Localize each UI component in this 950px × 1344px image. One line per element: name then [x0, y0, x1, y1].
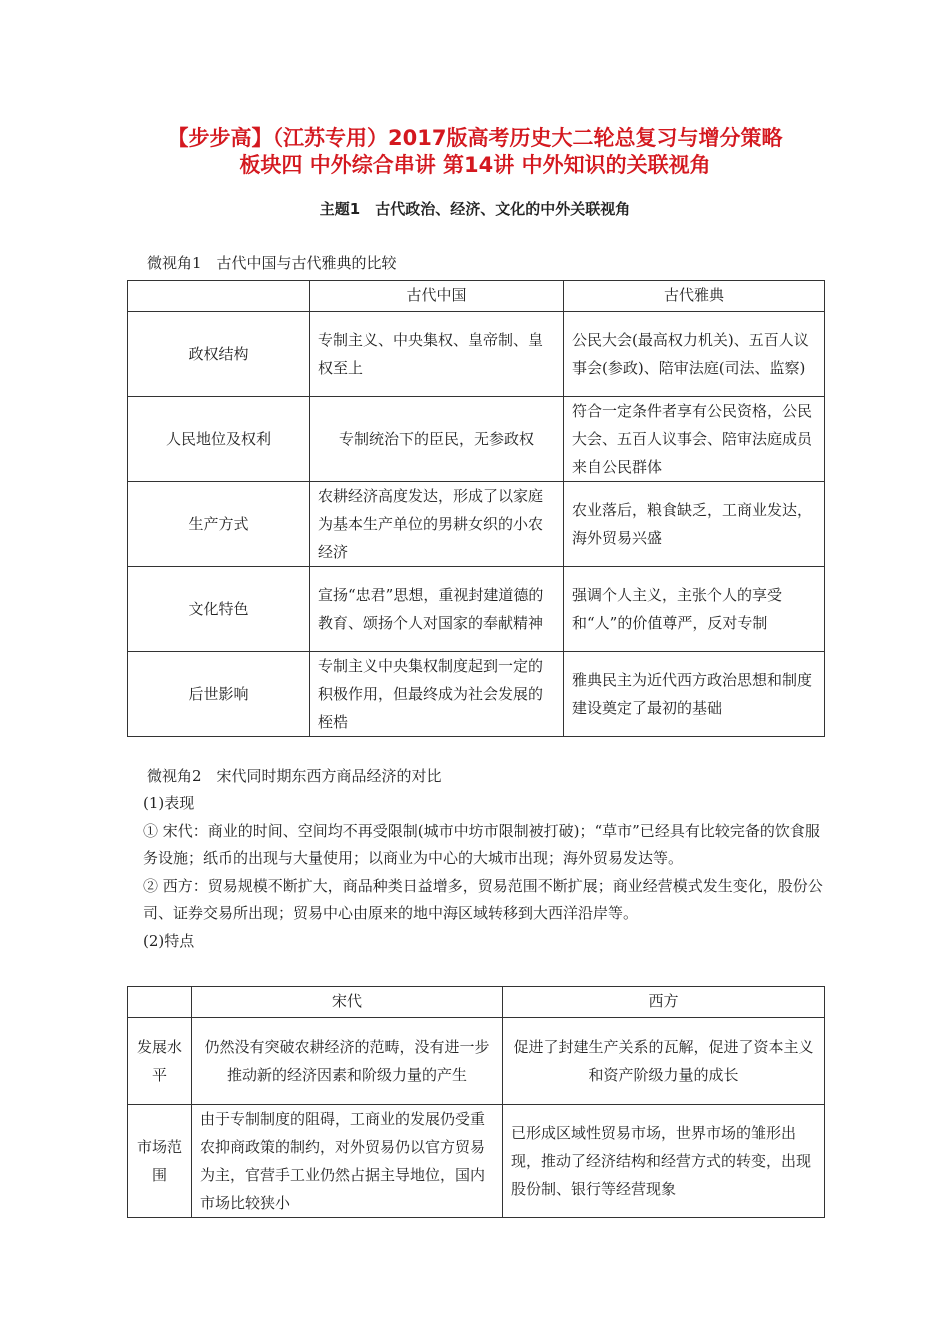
- athens-cell: 强调个人主义，主张个人的享受和“人”的价值尊严，反对专制: [564, 567, 825, 652]
- paragraph: ② 西方：贸易规模不断扩大，商品种类日益增多，贸易范围不断扩展；商业经营模式发生变化，股份公司、证券交易所出现；贸易中心由原来的地中海区域转移到大西洋沿岸等。: [143, 876, 823, 922]
- athens-cell: 雅典民主为近代西方政治思想和制度建设奠定了最初的基础: [564, 652, 825, 737]
- column-header: [128, 281, 310, 312]
- column-header-china: 古代中国: [310, 281, 564, 312]
- row-header: 发展水平: [128, 1018, 192, 1105]
- section1-label: 微视角1 古代中国与古代雅典的比较: [147, 254, 397, 272]
- column-header-athens: 古代雅典: [564, 281, 825, 312]
- song-cell: 仍然没有突破农耕经济的范畴，没有进一步推动新的经济因素和阶级力量的产生: [192, 1018, 503, 1105]
- column-header: [128, 987, 192, 1018]
- row-header: 政权结构: [128, 312, 310, 397]
- row-header: 后世影响: [128, 652, 310, 737]
- comparison-table-song-west: [127, 986, 825, 1218]
- table-row: [128, 1018, 825, 1105]
- paragraph: ① 宋代：商业的时间、空间均不再受限制(城市中坊市限制被打破)；“草市”已经具有比较完备的饮食服务设施；纸币的出现与大量使用；以商业为中心的大城市出现；海外贸易发达等。: [143, 821, 820, 867]
- west-cell: 已形成区域性贸易市场，世界市场的雏形出现，推动了经济结构和经营方式的转变，出现股份制、银行等经营现象: [503, 1105, 825, 1218]
- song-cell: 由于专制制度的阻碍，工商业的发展仍受重农抑商政策的制约，对外贸易仍以官方贸易为主，官营手工业仍然占据主导地位，国内市场比较狭小: [192, 1105, 503, 1218]
- table-row: [128, 652, 825, 737]
- row-header: 市场范围: [128, 1105, 192, 1218]
- paragraph: (1)表现: [143, 794, 195, 812]
- row-header: 人民地位及权利: [128, 397, 310, 482]
- table-row: [128, 1105, 825, 1218]
- paragraph: (2)特点: [143, 931, 195, 950]
- section2-text: [143, 790, 823, 955]
- athens-cell: 符合一定条件者享有公民资格，公民大会、五百人议事会、陪审法庭成员来自公民群体: [564, 397, 825, 482]
- china-cell: 宣扬“忠君”思想，重视封建道德的教育、颂扬个人对国家的奉献精神: [310, 567, 564, 652]
- document-title-line1: 【步步高】（江苏专用）2017版高考历史大二轮总复习与增分策略: [167, 126, 783, 150]
- china-cell: 专制主义中央集权制度起到一定的积极作用，但最终成为社会发展的桎梏: [310, 652, 564, 737]
- china-cell: 农耕经济高度发达，形成了以家庭为基本生产单位的男耕女织的小农经济: [310, 482, 564, 567]
- table-row: [128, 482, 825, 567]
- table-row: [128, 397, 825, 482]
- column-header-song: 宋代: [192, 987, 503, 1018]
- row-header: 文化特色: [128, 567, 310, 652]
- document-title-line2: 板块四 中外综合串讲 第14讲 中外知识的关联视角: [239, 153, 711, 177]
- athens-cell: 公民大会(最高权力机关)、五百人议事会(参政)、陪审法庭(司法、监察): [564, 312, 825, 397]
- table-row: [128, 312, 825, 397]
- table-row: [128, 567, 825, 652]
- table-header-row: [128, 281, 825, 312]
- section2-label: 微视角2 宋代同时期东西方商品经济的对比: [147, 767, 442, 785]
- row-header: 生产方式: [128, 482, 310, 567]
- china-cell: 专制主义、中央集权、皇帝制、皇权至上: [310, 312, 564, 397]
- comparison-table-china-athens: [127, 280, 825, 737]
- athens-cell: 农业落后，粮食缺乏，工商业发达，海外贸易兴盛: [564, 482, 825, 567]
- table-header-row: [128, 987, 825, 1018]
- topic-subtitle: 主题1 古代政治、经济、文化的中外关联视角: [319, 200, 631, 218]
- column-header-west: 西方: [503, 987, 825, 1018]
- china-cell: 专制统治下的臣民，无参政权: [310, 397, 564, 482]
- west-cell: 促进了封建生产关系的瓦解，促进了资本主义和资产阶级力量的成长: [503, 1018, 825, 1105]
